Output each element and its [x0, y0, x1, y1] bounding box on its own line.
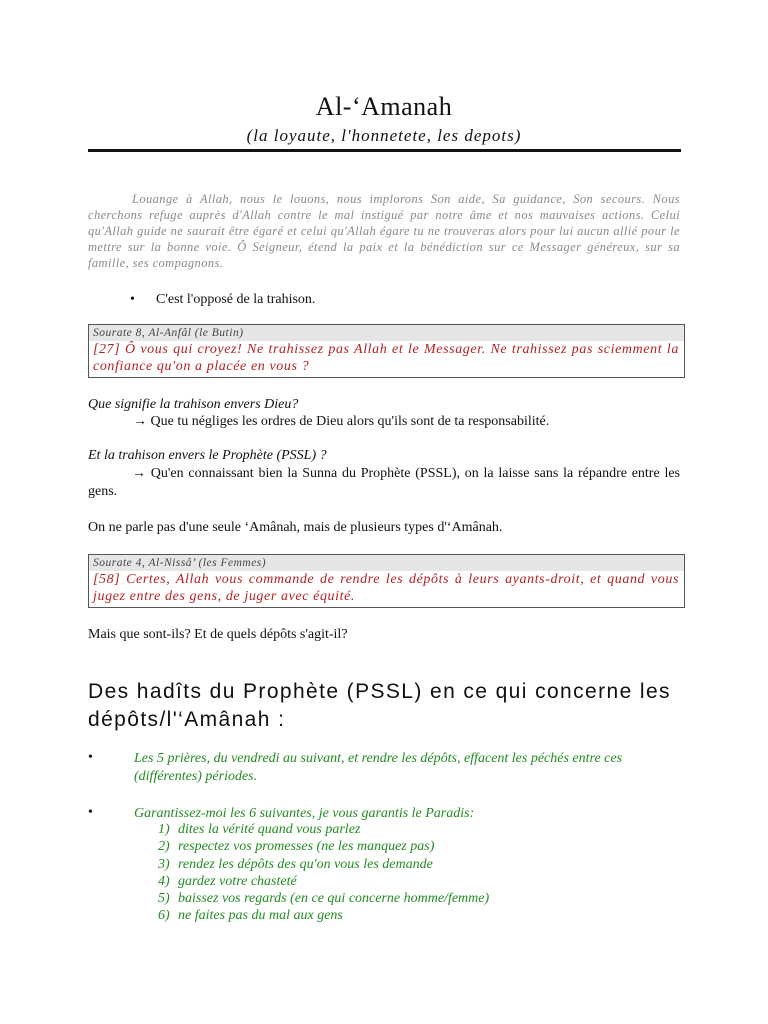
list-item: [88, 750, 688, 790]
quote-source: Sourate 8, Al-Anfâl (le Butin): [89, 325, 684, 341]
quote-box-anfal: [88, 324, 685, 378]
title-divider: [88, 149, 681, 152]
section-heading: Des hadîts du Prophète (PSSL) en ce qui concerne les dépôts/l'‘Amânah :: [88, 680, 671, 731]
hadith-list-item: 1) dites la vérité quand vous parlez: [158, 822, 361, 837]
quote-text: [27] Ô vous qui croyez! Ne trahissez pas Allah et le Messager. Ne trahissez pas sciemment la confiance qu'on a placée en vous ?: [93, 342, 679, 374]
intro-text: Louange à Allah, nous le louons, nous implorons Son aide, Sa guidance, Son secours. Nous cherchons refuge auprès d'Allah contre le mal instigué par notre âme et nos mauvaises actions. Celui qu'Allah guide ne saurait être égaré et celui qu'Allah égare tu ne trouveras alors pour lui aucun allié pour le mettre sur la bonne voie. Ô Seigneur, étend la paix et la bénédiction sur ce Messager généreux, sur sa famille, ses compagnons.: [88, 192, 680, 270]
quote-text: [58] Certes, Allah vous commande de rendre les dépôts à leurs ayants-droit, et quand vous jugez entre des gens, de juger avec équité.: [93, 572, 679, 604]
hadith-list-item: 3) rendez les dépôts des qu'on vous les demande: [158, 856, 433, 872]
page-title: Al-‘Amanah: [315, 92, 453, 121]
answer-1-text: Que tu négliges les ordres de Dieu alors qu'ils sont de ta responsabilité.: [150, 414, 550, 429]
hadith-text: Les 5 prières, du vendredi au suivant, et rendre les dépôts, effacent les péchés entre ces (différentes) périodes.: [134, 751, 623, 784]
quote-box-nissa: [88, 554, 685, 608]
arrow-icon: →: [133, 414, 147, 429]
bullet-icon: •: [88, 805, 93, 820]
question-2: Et la trahison envers le Prophète (PSSL) ?: [88, 448, 327, 463]
hadith-list-item: 2) respectez vos promesses (ne les manquez pas): [158, 839, 435, 855]
paragraph-question: Mais que sont-ils? Et de quels dépôts s'agit-il?: [88, 627, 348, 642]
answer-1: [133, 414, 549, 430]
hadith-list-item: 4) gardez votre chasteté: [158, 873, 297, 889]
bullet-icon: •: [130, 292, 135, 307]
arrow-icon: →: [132, 466, 146, 481]
bullet-icon: •: [88, 750, 93, 765]
paragraph-amanah-types: On ne parle pas d'une seule ‘Amânah, mais de plusieurs types d'‘Amânah.: [88, 520, 503, 535]
hadith-list: [158, 821, 489, 925]
intro-paragraph: [88, 191, 680, 271]
hadith-list-item: 5) baissez vos regards (en ce qui concerne homme/femme): [158, 891, 490, 907]
quote-source: Sourate 4, Al-Nissâ’ (les Femmes): [89, 555, 684, 571]
hadith-intro: Garantissez-moi les 6 suivantes, je vous garantis le Paradis:: [134, 806, 475, 821]
answer-2-text: Qu'en connaissant bien la Sunna du Prophète (PSSL), on la laisse sans la répandre entre les gens.: [88, 466, 680, 499]
hadith-list-item: 6) ne faites pas du mal aux gens: [158, 908, 343, 924]
bullet-text: C'est l'opposé de la trahison.: [156, 292, 316, 307]
answer-2: [88, 465, 680, 501]
question-1: Que signifie la trahison envers Dieu?: [88, 397, 299, 412]
page-subtitle: (la loyaute, l'honnetete, les depots): [246, 126, 522, 145]
